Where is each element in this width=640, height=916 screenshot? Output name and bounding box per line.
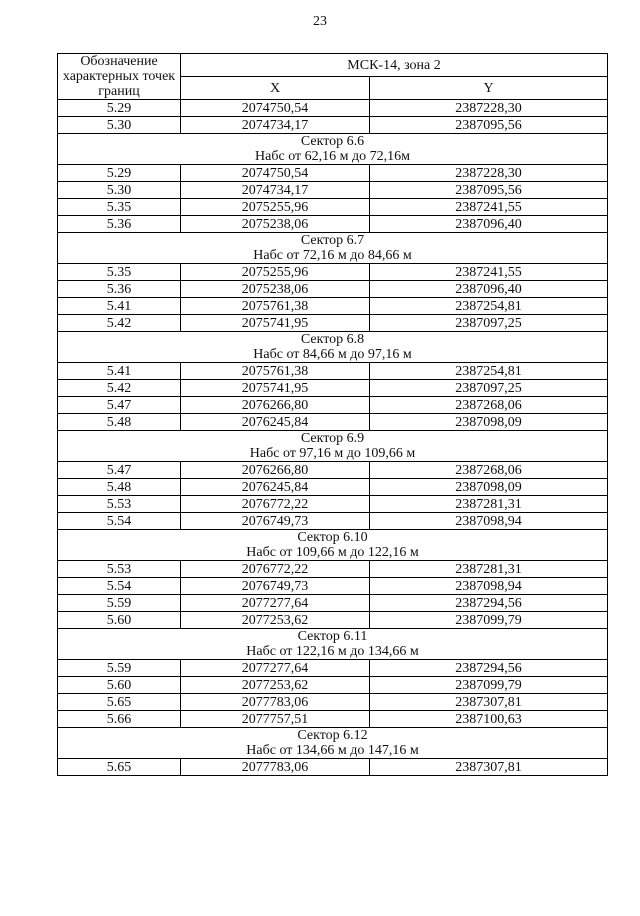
sector-title: Сектор 6.9 xyxy=(300,431,365,446)
table-row xyxy=(58,578,608,595)
point-id-cell: 5.41 xyxy=(58,363,181,380)
x-coordinate-cell: 2075761,38 xyxy=(181,298,370,315)
sector-title: Сектор 6.12 xyxy=(297,728,368,743)
y-coordinate-cell: 2387096,40 xyxy=(370,216,608,233)
point-id-cell: 5.35 xyxy=(58,199,181,216)
page-number: 23 xyxy=(313,14,327,29)
x-coordinate-cell: 2077757,51 xyxy=(181,711,370,728)
table-row xyxy=(58,595,608,612)
y-coordinate-cell: 2387254,81 xyxy=(370,298,608,315)
point-id-cell: 5.29 xyxy=(58,165,181,182)
point-id-cell: 5.59 xyxy=(58,595,181,612)
sector-cell xyxy=(58,134,608,165)
y-coordinate-cell: 2387097,25 xyxy=(370,315,608,332)
point-id-cell: 5.48 xyxy=(58,479,181,496)
sector-title: Сектор 6.10 xyxy=(297,530,368,545)
x-column-header: X xyxy=(181,77,370,100)
point-id-cell: 5.60 xyxy=(58,612,181,629)
y-coordinate-cell: 2387241,55 xyxy=(370,199,608,216)
sector-title: Сектор 6.11 xyxy=(297,629,368,644)
y-coordinate-cell: 2387254,81 xyxy=(370,363,608,380)
x-coordinate-cell: 2076266,80 xyxy=(181,397,370,414)
table-row xyxy=(58,759,608,776)
table-row xyxy=(58,380,608,397)
table-row xyxy=(58,363,608,380)
x-coordinate-cell: 2077253,62 xyxy=(181,612,370,629)
x-coordinate-cell: 2076749,73 xyxy=(181,513,370,530)
point-id-cell: 5.65 xyxy=(58,759,181,776)
table-row xyxy=(58,315,608,332)
point-id-cell: 5.54 xyxy=(58,578,181,595)
sector-height-range: Набс от 134,66 м до 147,16 м xyxy=(246,743,419,758)
sector-height-range: Набс от 97,16 м до 109,66 м xyxy=(249,446,416,461)
point-id-cell: 5.53 xyxy=(58,561,181,578)
x-coordinate-cell: 2076772,22 xyxy=(181,561,370,578)
point-id-cell: 5.66 xyxy=(58,711,181,728)
table-row xyxy=(58,216,608,233)
sector-cell xyxy=(58,233,608,264)
table-row xyxy=(58,462,608,479)
y-coordinate-cell: 2387099,79 xyxy=(370,677,608,694)
sector-title: Сектор 6.7 xyxy=(300,233,365,248)
sector-row xyxy=(58,332,608,363)
point-id-cell: 5.29 xyxy=(58,100,181,117)
point-designation-header: Обозначение характерных точек границ xyxy=(58,54,181,100)
table-row xyxy=(58,496,608,513)
y-coordinate-cell: 2387095,56 xyxy=(370,117,608,134)
sector-row xyxy=(58,530,608,561)
y-coordinate-cell: 2387228,30 xyxy=(370,165,608,182)
y-coordinate-cell: 2387098,94 xyxy=(370,513,608,530)
y-coordinate-cell: 2387095,56 xyxy=(370,182,608,199)
sector-title: Сектор 6.8 xyxy=(300,332,365,347)
table-row xyxy=(58,694,608,711)
y-coordinate-cell: 2387294,56 xyxy=(370,660,608,677)
sector-height-range: Набс от 84,66 м до 97,16 м xyxy=(253,347,412,362)
table-row xyxy=(58,298,608,315)
point-id-cell: 5.35 xyxy=(58,264,181,281)
y-coordinate-cell: 2387096,40 xyxy=(370,281,608,298)
sector-row xyxy=(58,134,608,165)
x-coordinate-cell: 2077277,64 xyxy=(181,660,370,677)
x-coordinate-cell: 2077253,62 xyxy=(181,677,370,694)
x-coordinate-cell: 2075761,38 xyxy=(181,363,370,380)
y-coordinate-cell: 2387281,31 xyxy=(370,561,608,578)
point-id-cell: 5.48 xyxy=(58,414,181,431)
point-id-cell: 5.36 xyxy=(58,216,181,233)
x-coordinate-cell: 2076772,22 xyxy=(181,496,370,513)
table-row xyxy=(58,397,608,414)
point-id-cell: 5.42 xyxy=(58,315,181,332)
point-id-cell: 5.30 xyxy=(58,117,181,134)
point-id-cell: 5.65 xyxy=(58,694,181,711)
table-row xyxy=(58,414,608,431)
x-coordinate-cell: 2074734,17 xyxy=(181,117,370,134)
x-coordinate-cell: 2074750,54 xyxy=(181,165,370,182)
x-coordinate-cell: 2077277,64 xyxy=(181,595,370,612)
table-row xyxy=(58,711,608,728)
table-row xyxy=(58,660,608,677)
y-coordinate-cell: 2387099,79 xyxy=(370,612,608,629)
coordinate-system-header: МСК-14, зона 2 xyxy=(181,54,608,77)
point-id-cell: 5.47 xyxy=(58,397,181,414)
x-coordinate-cell: 2076245,84 xyxy=(181,414,370,431)
y-coordinate-cell: 2387100,63 xyxy=(370,711,608,728)
sector-height-range: Набс от 109,66 м до 122,16 м xyxy=(246,545,419,560)
point-id-cell: 5.53 xyxy=(58,496,181,513)
x-coordinate-cell: 2075238,06 xyxy=(181,216,370,233)
sector-cell xyxy=(58,332,608,363)
y-coordinate-cell: 2387307,81 xyxy=(370,694,608,711)
y-column-header: Y xyxy=(370,77,608,100)
point-id-cell: 5.60 xyxy=(58,677,181,694)
x-coordinate-cell: 2077783,06 xyxy=(181,759,370,776)
y-coordinate-cell: 2387281,31 xyxy=(370,496,608,513)
y-coordinate-cell: 2387241,55 xyxy=(370,264,608,281)
y-coordinate-cell: 2387268,06 xyxy=(370,397,608,414)
point-id-cell: 5.59 xyxy=(58,660,181,677)
point-id-cell: 5.42 xyxy=(58,380,181,397)
x-coordinate-cell: 2075741,95 xyxy=(181,380,370,397)
x-coordinate-cell: 2075238,06 xyxy=(181,281,370,298)
sector-row xyxy=(58,629,608,660)
x-coordinate-cell: 2075741,95 xyxy=(181,315,370,332)
point-id-cell: 5.47 xyxy=(58,462,181,479)
point-id-cell: 5.54 xyxy=(58,513,181,530)
table-row xyxy=(58,513,608,530)
sector-height-range: Набс от 62,16 м до 72,16м xyxy=(255,149,410,164)
table-header xyxy=(58,54,608,100)
y-coordinate-cell: 2387294,56 xyxy=(370,595,608,612)
sector-row xyxy=(58,233,608,264)
table-body xyxy=(58,100,608,776)
table-row xyxy=(58,117,608,134)
y-coordinate-cell: 2387098,09 xyxy=(370,479,608,496)
y-coordinate-cell: 2387268,06 xyxy=(370,462,608,479)
sector-title: Сектор 6.6 xyxy=(300,134,365,149)
sector-row xyxy=(58,728,608,759)
y-coordinate-cell: 2387097,25 xyxy=(370,380,608,397)
point-id-cell: 5.30 xyxy=(58,182,181,199)
table-row xyxy=(58,612,608,629)
table-row xyxy=(58,182,608,199)
table-row xyxy=(58,281,608,298)
table-row xyxy=(58,479,608,496)
sector-cell xyxy=(58,629,608,660)
sector-row xyxy=(58,431,608,462)
y-coordinate-cell: 2387098,09 xyxy=(370,414,608,431)
y-coordinate-cell: 2387098,94 xyxy=(370,578,608,595)
sector-cell xyxy=(58,728,608,759)
sector-height-range: Набс от 72,16 м до 84,66 м xyxy=(253,248,412,263)
table-row xyxy=(58,100,608,117)
y-coordinate-cell: 2387307,81 xyxy=(370,759,608,776)
table-row xyxy=(58,199,608,216)
x-coordinate-cell: 2074734,17 xyxy=(181,182,370,199)
sector-cell xyxy=(58,431,608,462)
table-row xyxy=(58,677,608,694)
x-coordinate-cell: 2077783,06 xyxy=(181,694,370,711)
x-coordinate-cell: 2076245,84 xyxy=(181,479,370,496)
table-row xyxy=(58,264,608,281)
x-coordinate-cell: 2076749,73 xyxy=(181,578,370,595)
x-coordinate-cell: 2074750,54 xyxy=(181,100,370,117)
x-coordinate-cell: 2075255,96 xyxy=(181,264,370,281)
coordinates-table xyxy=(57,53,608,776)
table-row xyxy=(58,561,608,578)
sector-height-range: Набс от 122,16 м до 134,66 м xyxy=(246,644,419,659)
y-coordinate-cell: 2387228,30 xyxy=(370,100,608,117)
point-id-cell: 5.41 xyxy=(58,298,181,315)
x-coordinate-cell: 2076266,80 xyxy=(181,462,370,479)
sector-cell xyxy=(58,530,608,561)
table-row xyxy=(58,165,608,182)
x-coordinate-cell: 2075255,96 xyxy=(181,199,370,216)
point-id-cell: 5.36 xyxy=(58,281,181,298)
